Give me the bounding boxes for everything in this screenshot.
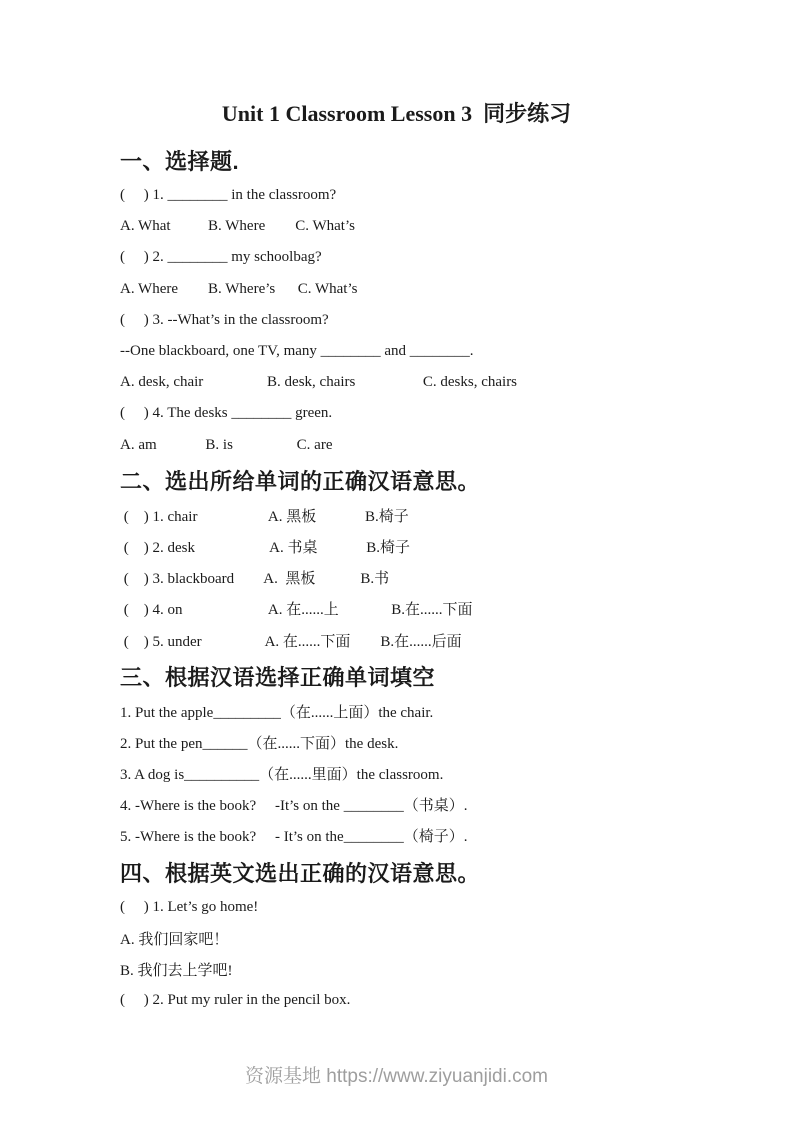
- exercise-line: ( ) 3. blackboard A. 黑板 B.书: [120, 571, 390, 588]
- section-heading-3: 三、根据汉语选择正确单词填空: [120, 664, 436, 690]
- exercise-line: ( ) 3. --What’s in the classroom?: [120, 311, 329, 328]
- exercise-line: A. Where B. Where’s C. What’s: [120, 280, 358, 297]
- exercise-line: 1. Put the apple_________（在......上面）the chair.: [120, 704, 434, 721]
- exercise-line: A. am B. is C. are: [120, 436, 333, 453]
- exercise-line: --One blackboard, one TV, many ________ and ________.: [120, 343, 474, 360]
- exercise-line: A. 我们回家吧！: [120, 931, 229, 948]
- watermark-footer: 资源基地 https://www.ziyuanjidi.com: [244, 1066, 549, 1087]
- section-heading-2: 二、选出所给单词的正确汉语意思。: [120, 468, 481, 494]
- exercise-line: ( ) 4. on A. 在......上 B.在......下面: [120, 602, 473, 619]
- exercise-line: ( ) 1. ________ in the classroom?: [120, 187, 337, 204]
- page-title: Unit 1 Classroom Lesson 3 同步练习: [221, 101, 572, 126]
- exercise-line: ( ) 2. ________ my schoolbag?: [120, 249, 322, 266]
- worksheet-content: [0, 149, 793, 1016]
- exercise-line: 2. Put the pen______（在......下面）the desk.: [120, 735, 399, 752]
- exercise-line: ( ) 5. under A. 在......下面 B.在......后面: [120, 633, 462, 650]
- section-heading-4: 四、根据英文选出正确的汉语意思。: [120, 860, 481, 886]
- exercise-line: 4. -Where is the book? -It’s on the ________（书桌）.: [120, 798, 468, 815]
- section-2-lines: [120, 500, 733, 656]
- exercise-line: B. 我们去上学吧!: [120, 963, 233, 980]
- section-3-lines: [120, 696, 733, 852]
- section-heading-1: 一、选择题.: [120, 149, 240, 174]
- exercise-line: ( ) 2. Put my ruler in the pencil box.: [120, 992, 351, 1009]
- exercise-line: ( ) 2. desk A. 书桌 B.椅子: [120, 539, 410, 556]
- exercise-line: A. desk, chair B. desk, chairs C. desks, chairs: [120, 374, 518, 391]
- exercise-line: ( ) 4. The desks ________ green.: [120, 405, 333, 422]
- exercise-line: A. What B. Where C. What’s: [120, 218, 355, 235]
- exercise-line: 5. -Where is the book? - It’s on the________（椅子）.: [120, 829, 468, 846]
- exercise-line: ( ) 1. chair A. 黑板 B.椅子: [120, 508, 409, 525]
- exercise-line: 3. A dog is__________（在......里面）the classroom.: [120, 767, 444, 784]
- exercise-line: ( ) 1. Let’s go home!: [120, 898, 259, 915]
- section-4-lines: [120, 892, 733, 1017]
- section-1-lines: [120, 180, 733, 461]
